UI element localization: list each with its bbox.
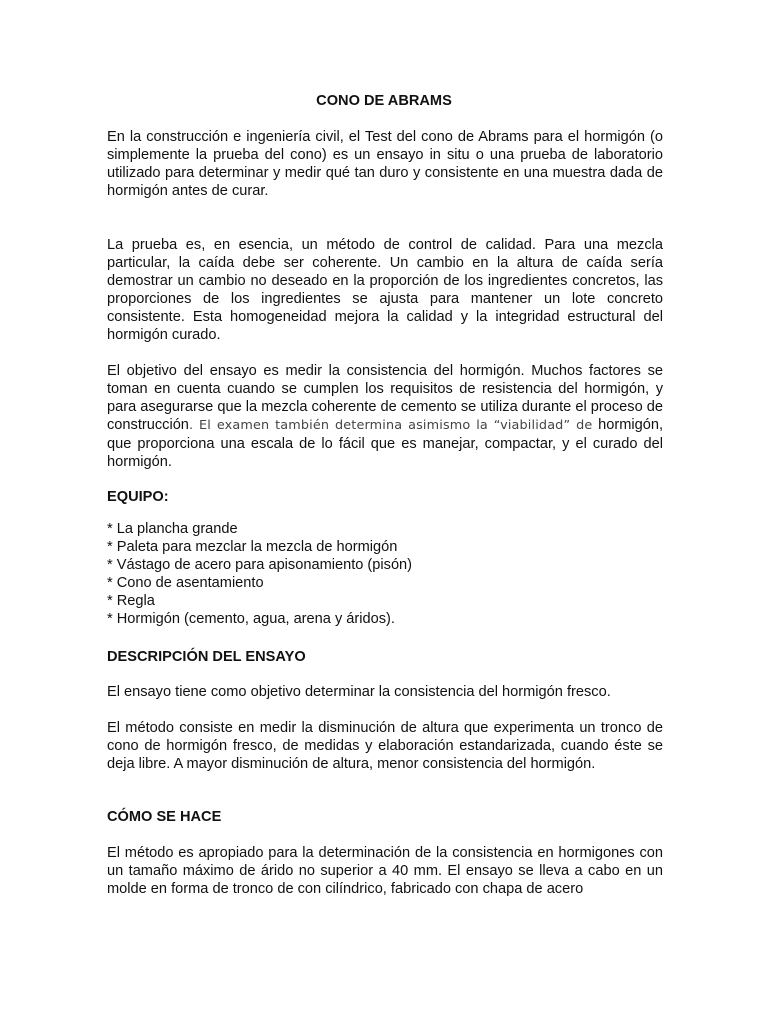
objective-text-part2: . El examen también determina asimismo la “viabilidad” de xyxy=(188,418,593,433)
objective-paragraph xyxy=(107,362,663,471)
list-item: * Cono de asentamiento xyxy=(107,575,264,591)
intro-paragraph: En la construcción e ingeniería civil, el Test del cono de Abrams para el hormigón (o simplemente la prueba del cono) es un ensayo in situ o una prueba de laboratorio utilizado para determinar y medir qué tan duro y consistente en una muestra dada de hormigón antes de curar. xyxy=(107,129,663,199)
list-item: * La plancha grande xyxy=(107,521,238,537)
equipment-heading: EQUIPO: xyxy=(107,489,169,505)
list-item: * Regla xyxy=(107,593,155,609)
quality-control-paragraph: La prueba es, en esencia, un método de control de calidad. Para una mezcla particular, la caída debe ser coherente. Un cambio en la altura de caída sería demostrar un cambio no deseado en la proporción de los ingredientes concretos, las proporciones de los ingredientes se ajusta para mantener un lote concreto consistente. Esta homogeneidad mejora la calidad y la integridad estructural del hormigón curado. xyxy=(107,237,663,343)
list-item: * Vástago de acero para apisonamiento (pisón) xyxy=(107,557,413,573)
description-heading: DESCRIPCIÓN DEL ENSAYO xyxy=(107,649,306,665)
method-paragraph: El método consiste en medir la disminución de altura que experimenta un tronco de cono de hormigón fresco, de medidas y elaboración estandarizada, cuando éste se deja libre. A mayor disminución de altura, menor consistencia del hormigón. xyxy=(107,720,663,772)
objective-text-part3: hormigón, que proporciona una escala de lo fácil que es manejar, compactar, y el curado del hormigón. xyxy=(107,417,664,470)
list-item: * Hormigón (cemento, agua, arena y áridos). xyxy=(107,611,395,627)
equipment-list xyxy=(107,520,412,628)
procedure-paragraph: El método es apropiado para la determinación de la consistencia en hormigones con un tamaño máximo de árido no superior a 40 mm. El ensayo se lleva a cabo en un molde en forma de tronco de con cilíndrico, fabricado con chapa de acero xyxy=(107,845,663,897)
list-item: * Paleta para mezclar la mezcla de hormigón xyxy=(107,539,398,555)
how-to-heading: CÓMO SE HACE xyxy=(107,809,222,825)
description-paragraph: El ensayo tiene como objetivo determinar la consistencia del hormigón fresco. xyxy=(107,684,611,700)
objective-text-part1: El objetivo del ensayo es medir la consistencia del hormigón. Muchos factores se toman en cuenta cuando se cumplen los requisitos de resistencia del hormigón, y para asegurarse que la mezcla coherente de cemento se utiliza durante el proceso de construcción xyxy=(107,363,663,433)
document-title: CONO DE ABRAMS xyxy=(316,93,452,109)
